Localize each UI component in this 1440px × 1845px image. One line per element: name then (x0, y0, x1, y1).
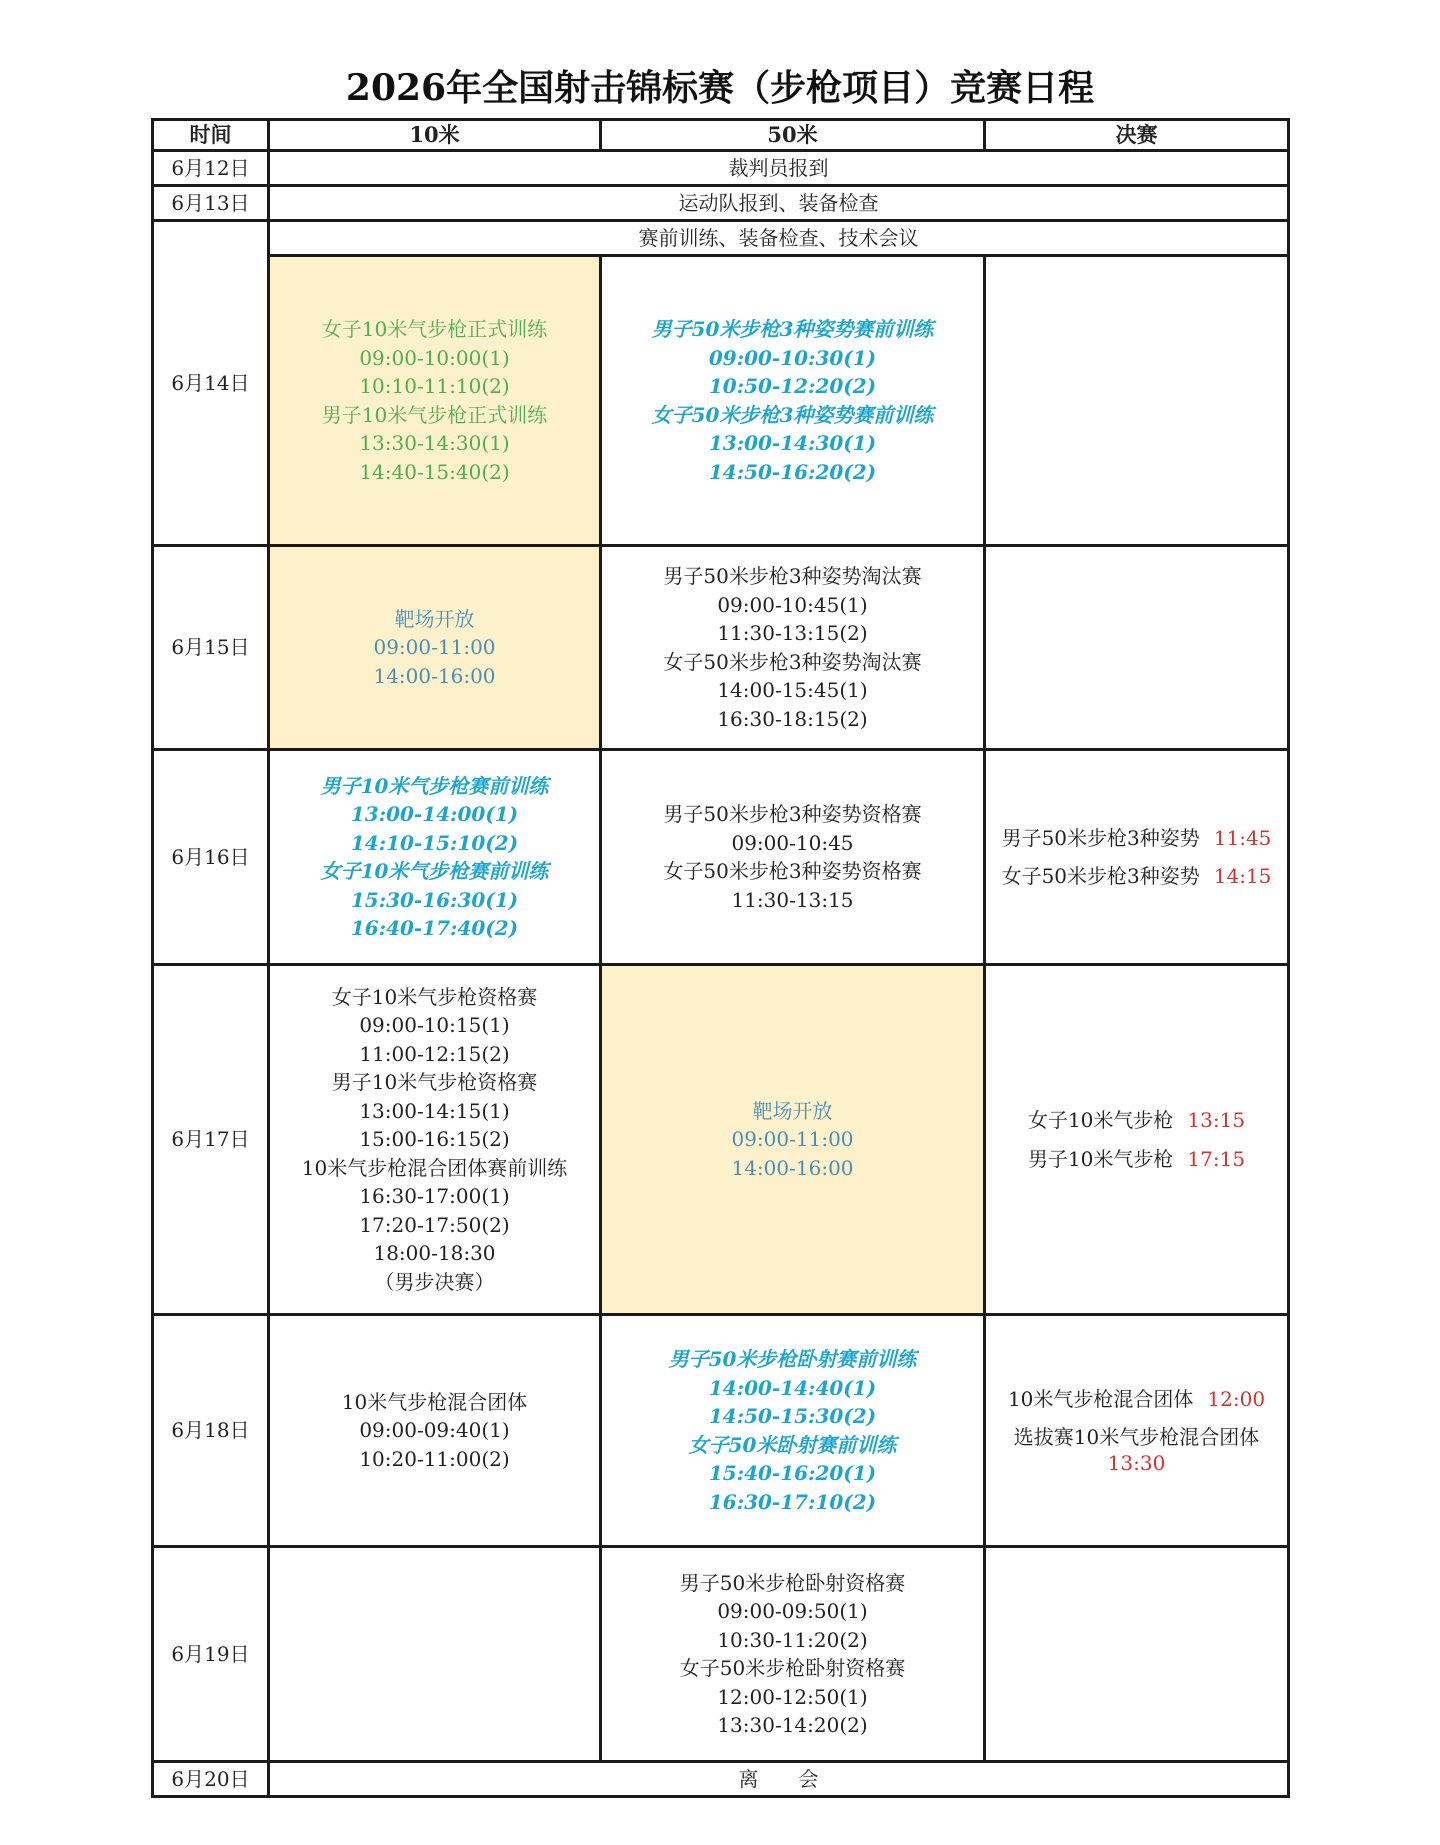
schedule-line: 女子50米步枪3种姿势淘汰赛 (663, 649, 922, 674)
cell-10m (269, 546, 601, 750)
lines-50m (602, 562, 983, 733)
cell-10m (269, 965, 601, 1315)
lines-50m (602, 315, 983, 486)
schedule-line: 16:30-17:00(1) (359, 1184, 510, 1209)
date-cell: 6月12日 (153, 151, 269, 186)
schedule-line: 14:00-16:00 (731, 1155, 854, 1180)
header-50m: 50米 (601, 120, 985, 151)
schedule-line: 女子10米气步枪正式训练 (321, 317, 548, 341)
row-0613 (153, 186, 1289, 221)
schedule-line: 09:00-10:30(1) (708, 345, 877, 370)
schedule-line: 09:00-10:00(1) (359, 345, 510, 370)
span-cell (269, 1762, 1289, 1797)
finals-list (986, 1385, 1287, 1476)
schedule-line: 男子50米步枪卧射赛前训练 (668, 1347, 917, 1371)
lines-50m (602, 800, 983, 914)
schedule-line: 14:50-15:30(2) (708, 1404, 877, 1428)
date-cell: 6月19日 (153, 1547, 269, 1762)
final-event: 女子10米气步枪 (1027, 1108, 1174, 1132)
finals-list (986, 824, 1287, 891)
final-entry (986, 862, 1287, 891)
schedule-table (151, 118, 1290, 1798)
final-entry (986, 1145, 1287, 1174)
schedule-line: 10米气步枪混合团体赛前训练 (301, 1155, 568, 1180)
cell-50m (601, 256, 985, 546)
cell-final (985, 256, 1289, 546)
schedule-line: 14:50-16:20(2) (708, 459, 877, 484)
schedule-line: 10:50-12:20(2) (708, 374, 877, 398)
row-0614 (153, 256, 1289, 546)
schedule-line: 男子50米步枪3种姿势资格赛 (663, 802, 922, 826)
lines-50m (602, 1569, 983, 1740)
schedule-line: 10:30-11:20(2) (717, 1627, 868, 1652)
schedule-line: 男子50米步枪卧射资格赛 (679, 1570, 906, 1595)
final-event: 女子50米步枪3种姿势 (1001, 864, 1200, 888)
cell-final (985, 1315, 1289, 1547)
depart-label: 离会 (738, 1766, 859, 1791)
cell-50m (601, 1547, 985, 1762)
final-event: 男子50米步枪3种姿势 (1001, 825, 1200, 850)
schedule-line: 14:00-15:45(1) (717, 678, 868, 702)
cell-10m (269, 1547, 601, 1762)
schedule-line: 10米气步枪混合团体 (341, 1389, 528, 1414)
lines-50m (602, 1097, 983, 1183)
schedule-line: 09:00-09:50(1) (717, 1599, 868, 1623)
lines-10m (270, 1388, 599, 1474)
final-entry (986, 824, 1287, 853)
schedule-line: 女子50米步枪3种姿势赛前训练 (651, 402, 934, 427)
final-entry (986, 1106, 1287, 1135)
final-time: 13:30 (1107, 1450, 1166, 1475)
schedule-line: 女子50米步枪3种姿势资格赛 (663, 859, 922, 883)
date-cell: 6月20日 (153, 1762, 269, 1797)
header-10m: 10米 (269, 120, 601, 151)
schedule-line: 13:30-14:20(2) (717, 1713, 868, 1737)
schedule-line: 09:00-11:00 (373, 635, 496, 660)
schedule-line: 靶场开放 (752, 1098, 833, 1123)
schedule-line: 16:30-17:10(2) (708, 1489, 877, 1514)
schedule-line: 男子10米气步枪资格赛 (331, 1070, 538, 1095)
schedule-line: 女子50米步枪卧射资格赛 (679, 1656, 906, 1680)
schedule-line: 13:30-14:30(1) (359, 431, 510, 455)
cell-final (985, 1547, 1289, 1762)
row-0620 (153, 1762, 1289, 1797)
schedule-line: 14:00-16:00 (373, 663, 496, 688)
span-cell: 赛前训练、装备检查、技术会议 (269, 221, 1289, 256)
lines-10m (270, 605, 599, 691)
schedule-line: 14:10-15:10(2) (350, 830, 519, 855)
row-0614-span (153, 221, 1289, 256)
final-event: 10米气步枪混合团体 (1007, 1387, 1194, 1412)
schedule-line: 09:00-10:45 (731, 830, 854, 855)
header-final: 决赛 (985, 120, 1289, 151)
schedule-line: 11:00-12:15(2) (359, 1041, 510, 1066)
schedule-line: 16:30-18:15(2) (717, 706, 868, 731)
lines-10m (270, 983, 599, 1297)
final-event: 选拔赛10米气步枪混合团体 (1013, 1424, 1260, 1449)
schedule-line: 女子10米气步枪资格赛 (331, 984, 538, 1009)
schedule-line: 09:00-10:45(1) (717, 592, 868, 617)
schedule-line: 13:00-14:00(1) (350, 802, 519, 826)
row-0617 (153, 965, 1289, 1315)
date-cell: 6月18日 (153, 1315, 269, 1547)
schedule-line: 09:00-11:00 (731, 1127, 854, 1152)
schedule-line: 18:00-18:30 (373, 1241, 496, 1266)
date-cell: 6月15日 (153, 546, 269, 750)
row-0612 (153, 151, 1289, 186)
date-cell: 6月14日 (153, 221, 269, 546)
schedule-line: （男步决赛） (374, 1269, 495, 1294)
schedule-line: 靶场开放 (394, 606, 475, 631)
cell-10m (269, 1315, 601, 1547)
page-title: 2026年全国射击锦标赛（步枪项目）竞赛日程 (345, 67, 1095, 109)
schedule-line: 09:00-10:15(1) (359, 1013, 510, 1038)
schedule-line: 男子10米气步枪赛前训练 (320, 773, 549, 798)
schedule-line: 14:00-14:40(1) (708, 1375, 877, 1400)
lines-50m (602, 1345, 983, 1516)
final-time: 11:45 (1213, 825, 1272, 850)
schedule-line: 男子50米步枪3种姿势淘汰赛 (663, 564, 922, 588)
row-0619 (153, 1547, 1289, 1762)
lines-10m (270, 772, 599, 943)
schedule-line: 11:30-13:15(2) (717, 621, 868, 645)
schedule-line: 14:40-15:40(2) (359, 459, 510, 484)
schedule-line: 15:40-16:20(1) (708, 1461, 877, 1485)
cell-final (985, 965, 1289, 1315)
final-entry (986, 1424, 1287, 1476)
final-time: 13:15 (1187, 1108, 1246, 1132)
cell-10m (269, 256, 601, 546)
schedule-line: 15:00-16:15(2) (359, 1127, 510, 1152)
schedule-line: 13:00-14:30(1) (708, 431, 877, 455)
final-event: 男子10米气步枪 (1027, 1146, 1174, 1171)
date-cell: 6月17日 (153, 965, 269, 1315)
header-row (153, 120, 1289, 151)
schedule-line: 男子10米气步枪正式训练 (321, 402, 548, 427)
row-0618 (153, 1315, 1289, 1547)
schedule-line: 12:00-12:50(1) (717, 1684, 868, 1709)
schedule-line: 16:40-17:40(2) (350, 916, 519, 940)
schedule-line: 11:30-13:15 (731, 887, 854, 912)
final-time: 17:15 (1187, 1146, 1246, 1171)
cell-50m (601, 750, 985, 965)
cell-50m (601, 1315, 985, 1547)
date-cell: 6月13日 (153, 186, 269, 221)
schedule-line: 女子50米卧射赛前训练 (688, 1432, 897, 1457)
header-time: 时间 (153, 120, 269, 151)
cell-10m (269, 750, 601, 965)
cell-50m (601, 546, 985, 750)
final-time: 14:15 (1213, 864, 1272, 888)
schedule-line: 09:00-09:40(1) (359, 1418, 510, 1443)
schedule-line: 女子10米气步枪赛前训练 (320, 859, 549, 883)
lines-10m (270, 315, 599, 486)
date-cell: 6月16日 (153, 750, 269, 965)
schedule-line: 10:20-11:00(2) (359, 1446, 510, 1471)
span-cell: 裁判员报到 (269, 151, 1289, 186)
row-0616 (153, 750, 1289, 965)
span-cell: 运动队报到、装备检查 (269, 186, 1289, 221)
schedule-line: 10:10-11:10(2) (359, 374, 510, 398)
final-time: 12:00 (1207, 1387, 1266, 1412)
cell-final (985, 750, 1289, 965)
schedule-line: 13:00-14:15(1) (359, 1098, 510, 1123)
final-entry (986, 1385, 1287, 1414)
cell-final (985, 546, 1289, 750)
schedule-line: 17:20-17:50(2) (359, 1212, 510, 1237)
finals-list (986, 1106, 1287, 1173)
row-0615 (153, 546, 1289, 750)
schedule-line: 15:30-16:30(1) (350, 887, 519, 912)
cell-50m (601, 965, 985, 1315)
schedule-line: 男子50米步枪3种姿势赛前训练 (651, 317, 934, 341)
